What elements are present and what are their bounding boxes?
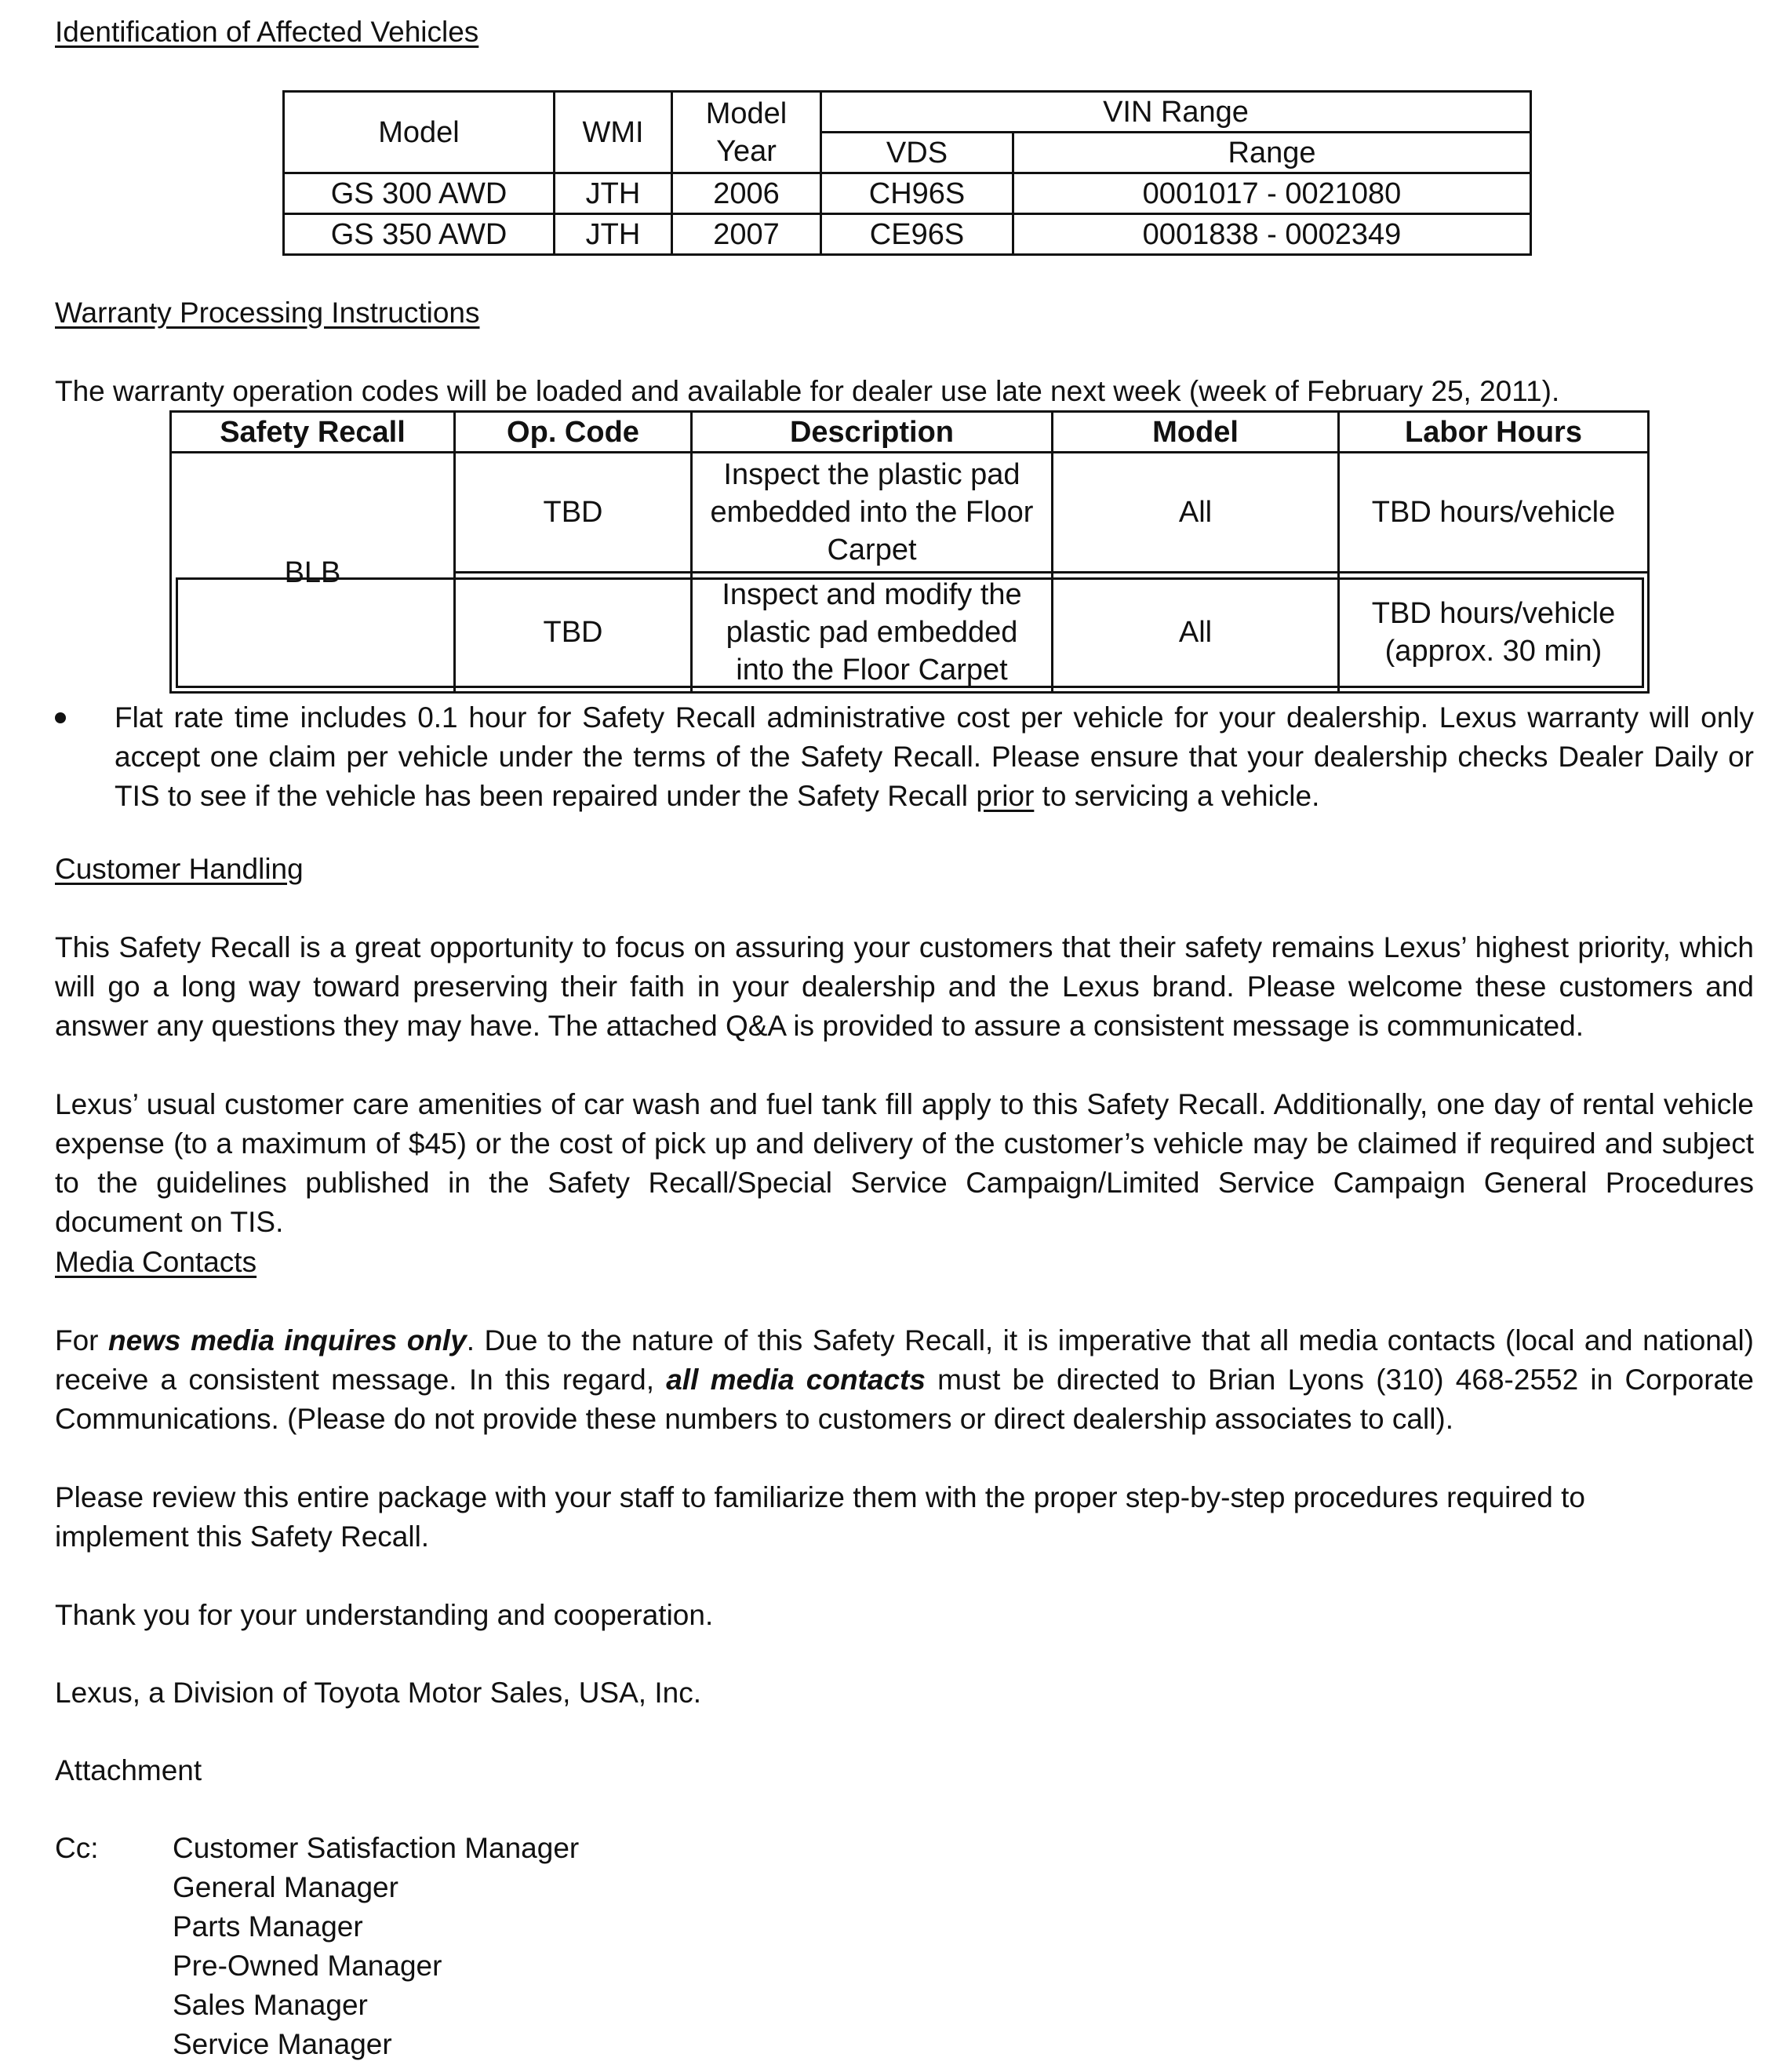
media-heading: Media Contacts: [55, 1246, 257, 1278]
cell-range: 0001017 - 0021080: [1013, 173, 1531, 214]
bullet-text-part: to servicing a vehicle.: [1034, 780, 1320, 812]
cell-op-code: TBD: [455, 453, 692, 573]
warranty-codes-table: [169, 410, 1650, 694]
bullet-text-part: Flat rate time includes 0.1 hour for Safety Recall administrative cost per vehicle for your dealership. Lexus warranty will only accept one claim per vehicle under the terms of the Safety Recall. Please ensure that your dealership checks Dealer Daily or TIS to see if the vehicle has been repaired under the Safety Recall: [115, 701, 1754, 812]
media-emphasis: news media inquires only: [107, 1324, 467, 1356]
cc-item: Customer Satisfaction Manager: [173, 1832, 580, 1864]
media-text-part: must be directed to Brian Lyons (310) 468-2552 in Corporate Communications. (Please do not provide these numbers to customers or direct dealership associates to call).: [55, 1364, 1754, 1435]
header-vin-range: VIN Range: [821, 92, 1531, 133]
cc-item: Sales Manager: [173, 1989, 368, 2021]
header-description: Description: [692, 412, 1053, 453]
bullet-underlined-word: prior: [976, 780, 1035, 812]
table-row: [284, 173, 1531, 214]
cc-label: Cc:: [55, 1832, 99, 1864]
header-wmi: WMI: [555, 92, 672, 173]
cell-vds: CH96S: [821, 173, 1013, 214]
header-op-code: Op. Code: [455, 412, 692, 453]
cc-item: General Manager: [173, 1871, 398, 1903]
warranty-heading: Warranty Processing Instructions: [55, 297, 480, 329]
cell-model: All: [1053, 453, 1339, 573]
cell-vds: CE96S: [821, 214, 1013, 255]
header-range: Range: [1013, 133, 1531, 173]
cell-range: 0001838 - 0002349: [1013, 214, 1531, 255]
cell-description: Inspect the plastic pad embedded into the Floor Carpet: [692, 453, 1053, 573]
thanks-line: Thank you for your understanding and cooperation.: [55, 1599, 714, 1631]
media-emphasis: all media contacts: [666, 1364, 926, 1396]
header-safety-recall: Safety Recall: [171, 412, 455, 453]
cc-item: Parts Manager: [173, 1910, 363, 1943]
cc-item: Service Manager: [173, 2028, 392, 2060]
company-line: Lexus, a Division of Toyota Motor Sales, USA, Inc.: [55, 1677, 701, 1709]
cell-year: 2006: [672, 173, 821, 214]
cell-model: GS 300 AWD: [284, 173, 555, 214]
customer-paragraph-1: This Safety Recall is a great opportunity to focus on assuring your customers that their safety remains Lexus’ highest priority, which will go a long way toward preserving their faith in your dealership and the Lexus brand. Please welcome these customers and answer any questions they may have. The attached Q&A is provided to assure a consistent message is communicated.: [55, 931, 1754, 1042]
bullet-text: [115, 698, 1754, 816]
cell-wmi: JTH: [555, 214, 672, 255]
cell-model: All: [1053, 573, 1339, 693]
attachment-line: Attachment: [55, 1754, 202, 1786]
cell-wmi: JTH: [555, 173, 672, 214]
cell-op-code: TBD: [455, 573, 692, 693]
header-model: Model: [284, 92, 555, 173]
cell-model: GS 350 AWD: [284, 214, 555, 255]
vehicles-table: [282, 90, 1532, 256]
customer-paragraph-2: Lexus’ usual customer care amenities of car wash and fuel tank fill apply to this Safety Recall. Additionally, one day of rental vehicle expense (to a maximum of $45) or the cost of pick up and delivery of the customer’s vehicle may be claimed if required and subject to the guidelines published in the Safety Recall/Special Service Campaign/Limited Service Campaign General Procedures document on TIS.: [55, 1088, 1754, 1238]
cell-labor: TBD hours/vehicle (approx. 30 min): [1339, 573, 1649, 693]
table-row: [284, 214, 1531, 255]
table-row: [171, 453, 1649, 573]
cell-year: 2007: [672, 214, 821, 255]
identification-heading: Identification of Affected Vehicles: [55, 16, 479, 48]
bullet-icon: [55, 712, 66, 723]
header-model: Model: [1053, 412, 1339, 453]
cell-safety-recall: BLB: [171, 453, 455, 693]
review-paragraph: Please review this entire package with your staff to familiarize them with the proper step-by-step procedures required to implement this Safety Recall.: [55, 1481, 1585, 1553]
header-vds: VDS: [821, 133, 1013, 173]
media-paragraph: [55, 1321, 1754, 1439]
cell-description: Inspect and modify the plastic pad embedded into the Floor Carpet: [692, 573, 1053, 693]
header-labor-hours: Labor Hours: [1339, 412, 1649, 453]
cell-labor: TBD hours/vehicle: [1339, 453, 1649, 573]
customer-heading: Customer Handling: [55, 853, 304, 885]
warranty-intro: The warranty operation codes will be loaded and available for dealer use late next week (week of February 25, 2011).: [55, 375, 1560, 407]
bullet-item: [55, 698, 1754, 816]
header-model-year: Model Year: [672, 92, 821, 173]
media-text-part: . Due to the nature of this Safety Recall, it is imperative that all media contacts (local and national) receive a consistent message. In this regard,: [55, 1324, 1755, 1396]
media-text-part: For: [55, 1324, 108, 1356]
cc-item: Pre-Owned Manager: [173, 1950, 442, 1982]
cc-list: [173, 1829, 579, 2064]
